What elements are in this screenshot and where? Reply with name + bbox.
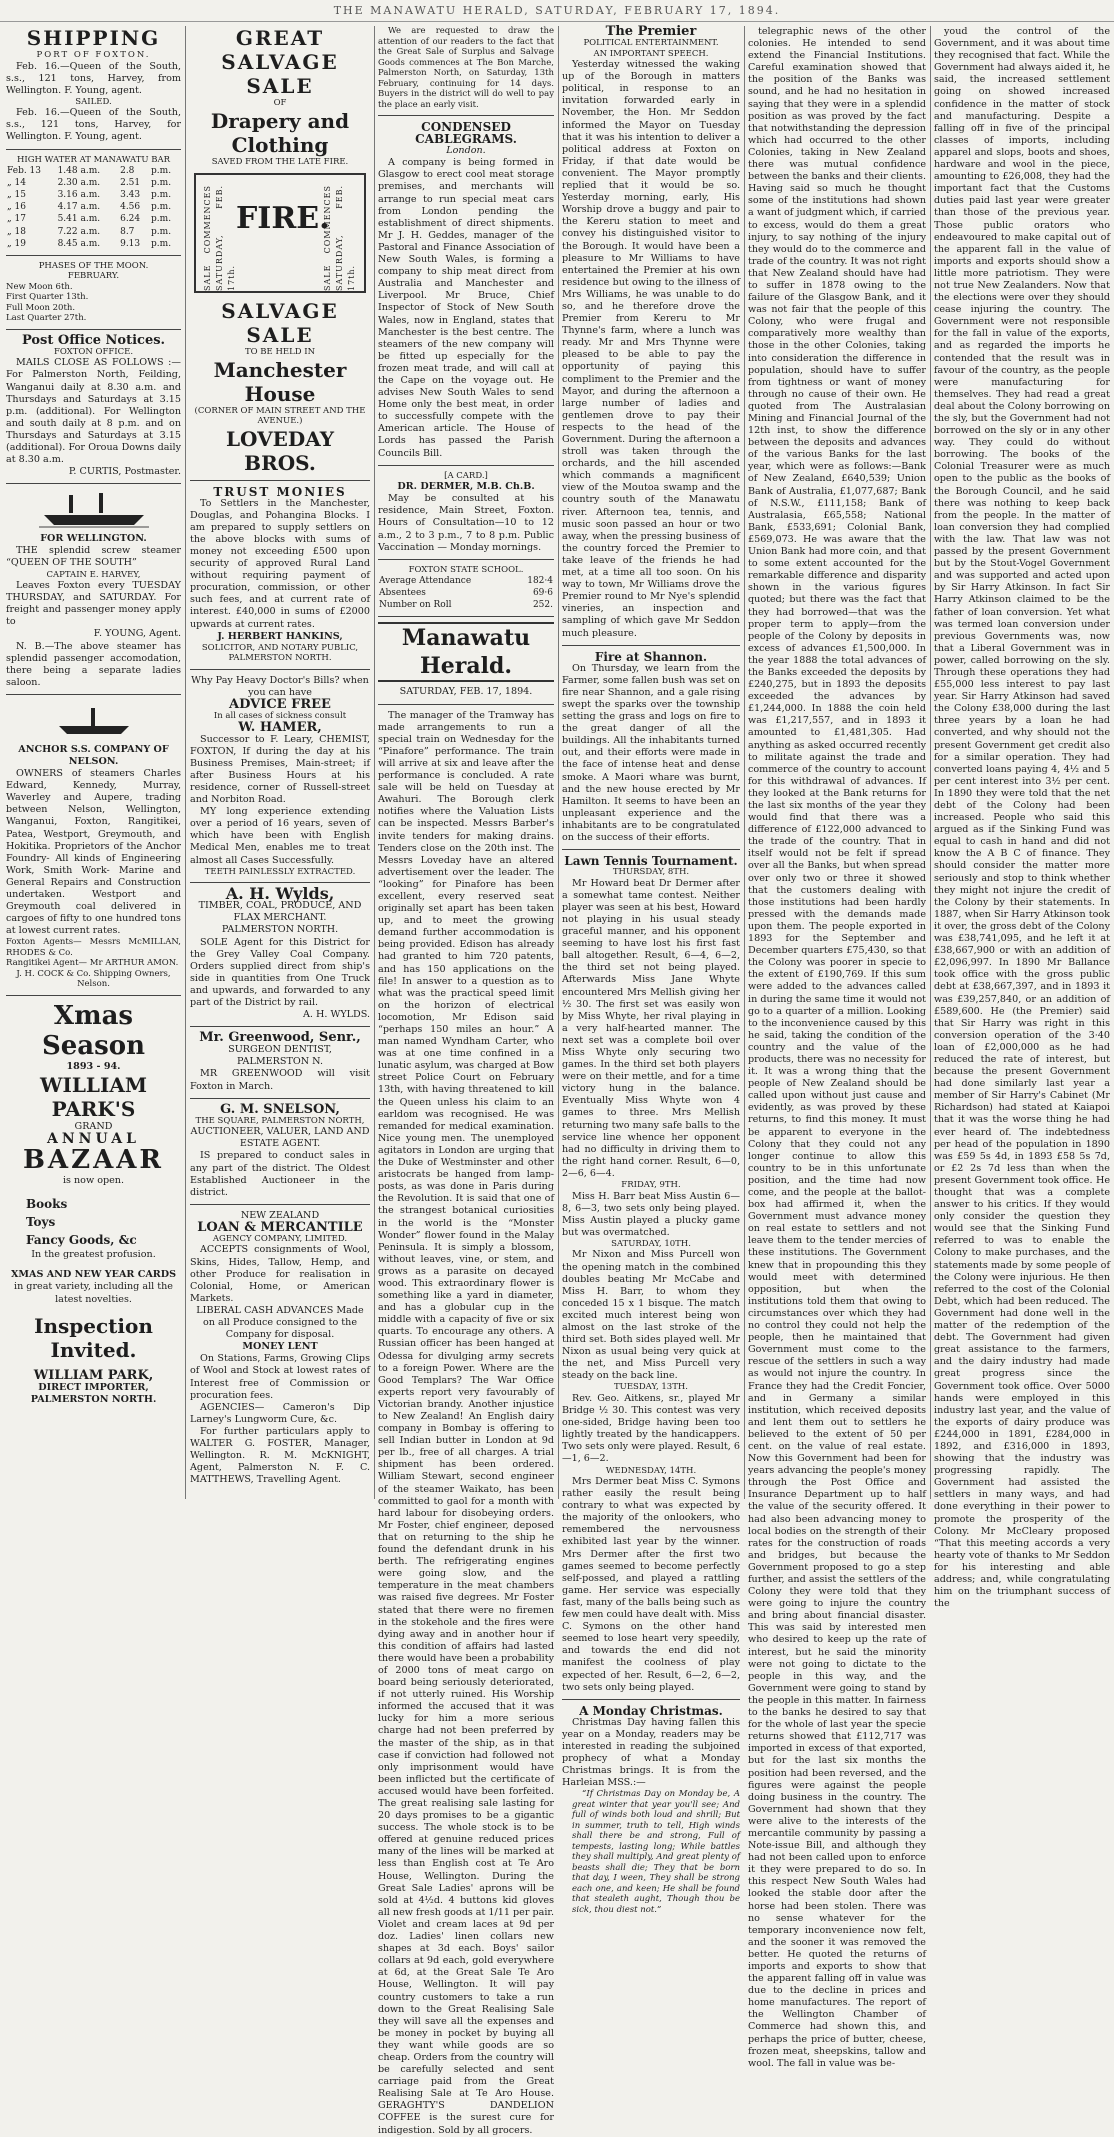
speech-continued: telegraphic news of the other colonies. He intended to send extend the Financial Institutions. Careful examination showed that the position of the Banks was sound, and he had no hesitation in saying that they were in a splendid position as was proved by the fact that notwithstanding the depression which had occurred to the other Colonies, taking in New Zealand there was mutual confidence between the banks and their clients. Having said so much he thought some of the institutions had shown a want of judgment which, if carried to excess, would do them a great injury, to say nothing of the injury they would do to the commerce and trade of the country. It was not right that New Zealand should have had to suffer in 1878 owing to the failure of the Glasgow Bank, and it was not fair that the people of this Colony, who were frugal and comparatively more wealthy than those in the other Colonies, taking into consideration the difference in population, should have to suffer from tightness or want of money through no cause of their own. He quoted from The Australasian Mining and Financial Journal of the 12th inst, to show the difference between the deposits and advances of the various Banks for the last year, which were as follows:—Bank of New Zealand, £640,539; Union Bank of Australia, £1,077,687; Bank of N.S.W., £111,158; Bank of Australasia, £65,558; National Bank, £533,691; Colonial Bank, £569,073. He was aware that the Union Bank had more coin, and that to some extent accounted for the remarkable difference and disparity shown in the various figures quoted; but there was the fact that they had borrowed—that was the proper term to apply—from the people of the Colony by deposits in excess of advances £1,500,000. In the year 1888 the total advances of the Banks exceeded the deposits by £240,275, but in 1893 the deposits exceeded the advances by £1,244,000. In 1888 the coin held was £1,217,557, and in 1893 it amounted to £1,481,305. Had anything as asked occurred recently to militate against the trade and commerce of the country to account for this withdrawal of advances. If they looked at the Bank returns for the last six months of the year they would find that there was a difference of £122,000 advanced to the trade of the country. That in itself would not be felt if spread over all the Banks, but when spread over only two or three it showed that the customers dealing with those institutions had been hardly pressed with the demands made upon them. The people exported in 1893 for the September and December quarters £75,430, so that the Colony was poorer in specie to the extent of £190,769. If this sum were added to the advances called in during the same time it would not go to a quarter of a million. Looking to the inconvenience caused by this he said, taking the condition of the country and the value of the products, there was no necessity for it. It was a wrong thing that the people of New Zealand should be called upon without just cause and evidently, as was proved by these returns, to find this money. It must be apparent to everyone in the Colony that they could not any longer continue to allow this country to be in this unfortunate position, and the time had now come, and the people at the ballot-box had affirmed it, when the Government must advance money on real estate to settlers and not leave them to the tender mercies of these institutions. The Government knew that in propounding this they would meet with determined opposition, but when the institutions told them that owing to circumstances over which they had no control they could not help the people, then he maintained that Government must come to the rescue of the settlers in such a way as would not injure the country. In France they had the Credit Foncier, and in Germany a similar institution, which received deposits and lent them out to settlers he believed to the extent of 50 per cent. on the value of real estate. Now this Government had been for years advancing the people's money through the Post Office and Insurance Department up to half the value of the security offered. It had also been advancing money to local bodies on the strength of their rates for the construction of roads and bridges, but because the Government proposed to go a step further, and assist the settlers of the Colony they were told that they were going to injure the country and bring about financial disaster. This was said by interested men who desired to keep up the rate of interest, but he said the minority were not going to dictate to the people in this way, and the Government were going to stand by the people in this matter. In fairness to the banks he desired to say that for the whole of last year the specie returns showed that £112,717 was imported in excess of that exported, but for the last six months the position had been reversed, and the figures were against the people doing business in the country. The Government had shown that they were alive to the interests of the mercantile community by passing a Note-issue Bill, and although they had not been called upon to enforce it they were prepared to do so. In this respect New South Wales had looked the stable door after the horse had been stolen. There was no sense whatever for the temporary inconvenience now felt, and the sooner it was removed the better. He quoted the returns of imports and exports to show that the apparent falling off in value was due to the decline in prices and home manufactures. The report of the Wellington Chamber of Commerce had shown this, and perhaps the price of butter, cheese, frozen meat, sheepskins, tallow and wool. The fall in value was be- <box>748 26 926 2069</box>
annual-label: ANNUAL <box>47 1131 140 1148</box>
inspection-invited: Inspection Invited. <box>34 1313 153 1362</box>
bazaar-label: BAZAAR <box>22 1145 165 1176</box>
hamer-body: Successor to F. Leary, CHEMIST, FOXTON, If during the day at his Business Premises, Main-street; if after Business Hours at his residence, corner of Russell-street and Norbiton Road. <box>190 733 370 806</box>
season-year: 1893 - 94. <box>66 1060 121 1072</box>
tide-row: „ 18 7.22 a.m. 8.7 p.m. <box>7 226 172 237</box>
column-3 <box>378 26 554 2136</box>
xmas-cards: XMAS AND NEW YEAR CARDS <box>10 1269 177 1281</box>
steamship-icon <box>39 489 149 529</box>
hankins-role: SOLICITOR, AND NOTARY PUBLIC, PALMERSTON NORTH. <box>201 642 359 664</box>
sailed-label: SAILED. <box>75 96 112 107</box>
column-rule <box>374 26 375 1499</box>
fire-shannon-body: On Thursday, we learn from the Farmer, some fallen bush was set on fire near Shannon, and a gale rising swept the sparks over the township setting the grass and logs on fire to the great danger of all the buildings. All the inhabitants turned out, and their efforts were made in the face of intense heat and dense smoke. A Maori whare was burnt, and the new house erected by Mr Hamilton. It seems to have been an unpleasant experience and the inhabitants are to be congratulated on the success of their efforts. <box>562 662 740 843</box>
long-experience: MY long experience extending over a period of 16 years, seven of which have been with English Medical Men, enables me to treat almost all Cases Successfully. <box>190 806 370 866</box>
tide-row: „ 17 5.41 a.m. 6.24 p.m. <box>7 214 172 225</box>
trust-body: To Settlers in the Manchester, Douglas, and Pohangina Blocks. I am prepared to supply settlers on the above blocks with sums of money not exceeding £500 upon security of approved Rural Land without requiring payment of procuration, commission, or other such fees, and at current rate of interest. £40,000 in sums of £2000 upwards at current rates. <box>190 497 370 630</box>
london-dateline: London. <box>446 145 486 157</box>
wp-place: PALMERSTON NORTH. <box>30 1393 157 1405</box>
bazaar-item: Toys <box>26 1215 56 1230</box>
moon-phase: New Moon 6th. <box>6 281 73 292</box>
speech-continued-2: youd the control of the Government, and it was about time they recognised that fact. While the Government had always aided it, he said, the increased settlement going on showed increased confidence in the matter of stock and manufacturing. Despite a falling off in five of the principal classes of imports, including apparel and slops, boots and shoes, hardware and wool in the piece, amounting to £26,008, they had the important fact that the Customs duties paid last year were greater than those of the previous year. Those public orators who endeavoured to make capital out of the apparent fall in the value of imports and exports should show a little more patriotism. They were not true New Zealanders. Now that the elections were over they should cease injuring the country. The Government were not responsible for the fall in value of the exports, and as regarded the imports he contended that the result was in favour of the country, as the people were manufacturing for themselves. They had read a great deal about the Colony borrowing on the sly, but the Government had not borrowed on the sly or in any other way. They could do without borrowing. The books of the Colonial Treasurer were as much open to the public as the books of the Borough Council, and he said there was nothing to keep back from the people. In the matter of loan conversion they had complied with the law. That law was not passed by the present Government but by the Stout-Vogel Government and was supported and acted upon by Sir Harry Atkinson. In fact Sir Harry Atkinson claimed to be the father of loan conversion. Yet what was termed loan conversion under previous Governments was, now that a Liberal Government was in power, called borrowing on the sly. Through these operations they had £55,000 less interest to pay last year. Sir Harry Atkinson had saved the Colony £38,000 during the last three years by a loan he had converted, and why should not the present Government get credit also for a similar operation. They had converted loans paying 4, 4½ and 5 per cent interest into 3½ per cent. In 1890 they were told that the net debt of the Colony had been increased. People who said this argued as if the Sinking Fund was equal to cash in hand and did not know the A B C of finance. They should consider the matter more seriously and stop to think whether they might not injure the credit of the Colony by their statements. In 1887, when Sir Harry Atkinson took it over, the gross debt of the Colony was £38,741,095, and he left it at £38,667,900 or with an addition of £2,096,997. In 1890 Mr Ballance took office with the gross public debt at £38,667,397, and in 1893 it was £39,257,840, or an addition of £589,600. He (the Premier) said that Sir Harry was right in this conversion operation of the 3·40 loan of £2,000,000 as he had reduced the rate of interest, but because the present Government had done similarly last year a member of Sir Harry's Cabinet (Mr Richardson) had stated at Kaiapoi that it was the worse thing he had ever heard of. The indebtedness per head of the population in 1890 was £59 5s 4d, in 1893 £58 5s 7d, or £2 2s 7d less than when the present Government took office. He thought that was a complete answer to his critics. If they would only consider the question they would see that the Sinking Fund referred to was to enable the Colony to make purchases, and the statements made by some people of the Colony were injurious. He then referred to the cost of the Colonial Debt, which had been reduced. The Government had done well in the matter of the redemption of the debt. The Government had given great assistance to the farmers, and the dairy industry had made great progress since the Government took office. Over 5000 hands were employed in this industry last year, and the value of the exports of dairy produce was £244,000 in 1891, £284,000 in 1892, and £316,000 in 1893, showing that the industry was progressing rapidly. The Government had assisted the settlers in many ways, and had done everything in their power to promote the prosperity of the Colony. Mr McCleary proposed “That this meeting accords a very hearty vote of thanks to Mr Seddon for his interesting and able address; and, while congratulating him on the triumphant success of the <box>934 26 1110 1610</box>
snelson: G. M. SNELSON, <box>220 1101 340 1117</box>
salvage-sale: SALVAGE SALE <box>221 299 339 347</box>
sailed-notice: Feb. 16.—Queen of the South, s.s., 121 tons, Harvey, for Wellington. F. Young, agent. <box>6 107 181 143</box>
herald-masthead: Manawatu Herald. <box>378 622 554 682</box>
tennis-heading: Lawn Tennis Tournament. <box>564 854 738 869</box>
arrived-notice: Feb. 16.—Queen of the South, s.s., 121 tons, Harvey, from Wellington. F. Young, agent. <box>6 60 181 96</box>
tide-row: Feb. 13 1.48 a.m. 2.8 p.m. <box>7 166 172 177</box>
cablegrams-body: A company is being formed in Glasgow to erect cool meat storage premises, and merchants will arrange to run special meat cars from London pending the establishment of direct shipments. Mr J. H. Geddes, manager of the Pastoral and Finance Association of New South Wales, is forming a company to ship meat direct from Australia and Manchester and Liverpool. Mr Bruce, Chief Inspector of Stock of New South Wales, now in England, states that Manchester is the best centre. The steamers of the new company will be fitted up especially for the frozen meat trade, and will call at the Cape on the voyage out. He advises New South Wales to send Home only the best meat, in order to successfully compete with the American article. The House of Lords has passed the Parish Councils Bill. <box>378 157 554 459</box>
column-5 <box>748 26 926 2069</box>
tuesday-label: TUESDAY, 13TH. <box>614 1382 688 1393</box>
anchor-ship-icon <box>39 700 149 740</box>
thursday-label: THURSDAY, 8TH. <box>612 867 690 878</box>
column-2 <box>190 26 370 1499</box>
school-row: Average Attendance 182·4 <box>379 576 553 587</box>
sale-notice: We are requested to draw the attention of our readers to the fact that the Great Sale of Surplus and Salvage Goods commences at The Bon Marche, Palmerston North, on Saturday, 13th February, continuing for 14 days. Buyers in the district will do well to pay the place an early visit. <box>378 26 554 110</box>
for-wellington: FOR WELLINGTON. <box>40 533 147 545</box>
sale-commences-right: SALE COMMENCES SATURDAY, FEB. 17th. <box>322 185 356 291</box>
shipping-heading: SHIPPING <box>26 26 161 50</box>
advice-sub: In all cases of sickness consult <box>213 711 347 721</box>
profusion: In the greatest profusion. <box>31 1249 156 1261</box>
agencies: AGENCIES— Cameron's Dip Larney's Lungworm Cure, &c. <box>190 1401 370 1425</box>
premier-body: Yesterday witnessed the waking up of the Borough in matters political, in response to an invitation forwarded early in November, the Hon. Mr Seddon informed the Mayor on Tuesday that it was his intention to deliver a political address at Foxton on Friday, if that date would be convenient. The Mayor promptly replied that it would be so. Yesterday morning, early, His Worship drove a buggy and pair to the Kereru station to meet and convey his distinguished visitor to the Borough. It would have been a pleasure to Mr Williams to have entertained the Premier at his own residence but owing to the illness of Mrs Williams, he was unable to do so, and he therefore drove the Premier from Kereru to Mr Thynne's farm, where a lunch was ready. Mr and Mrs Thynne were pleased to be able to pay the opportunity of paying this compliment to the Premier and the Mayor, and during the afternoon a large number of ladies and gentlemen drove to pay their respects to the head of the Government. During the afternoon a stroll was taken through the orchards, and the hill ascended which commands a magnificent view of the Moutoa swamp and the country south of the Manawatu river. Afternoon tea, tennis, and music soon passed an hour or two away, when the pressing business of the country forced the Premier to take leave of the friends he had met, at a time all too soon. On his way to town, Mr Williams drove the Premier round to Mr Nye's splendid vineries, an inspection and sampling of which gave Mr Seddon much pleasure. <box>562 59 740 639</box>
greenwood: Mr. Greenwood, Senr., <box>199 1030 361 1046</box>
captain: CAPTAIN E. HARVEY, <box>46 569 141 580</box>
steamer-name: THE splendid screw steamer “QUEEN OF THE SOUTH” <box>6 545 181 569</box>
greenwood-place: PALMERSTON N. <box>236 1056 324 1068</box>
rangitikei-agent: Rangitikei Agent— Mr ARTHUR AMON. <box>6 958 179 969</box>
column-1 <box>6 26 181 1499</box>
tuesday-body: Rev. Geo. Aitkens, sr., played Mr Bridge ½ 30. This contest was very one-sided, Bridge having been too lightly treated by the handicappers. Two sets only were played. Result, 6—1, 6—2. <box>562 1392 740 1465</box>
post-office-sub: FOXTON OFFICE. <box>53 346 134 357</box>
port-heading: PORT OF FOXTON. <box>36 50 151 60</box>
teeth-extracted: TEETH PAINLESSLY EXTRACTED. <box>204 866 356 877</box>
premier-heading: The Premier <box>605 24 697 39</box>
fire-shannon-heading: Fire at Shannon. <box>594 649 708 664</box>
column-6 <box>934 26 1110 1610</box>
loveday-bros: LOVEDAY BROS. <box>225 426 335 475</box>
school-row: Absentees 69·6 <box>379 588 553 599</box>
money-body: On Stations, Farms, Growing Clips of Wool and Stock at lowest rates of Interest free of Commission or procuration fees. <box>190 1353 370 1401</box>
hankins: J. HERBERT HANKINS, <box>217 630 343 642</box>
fire-label: FIRE. <box>236 201 330 236</box>
snelson-address: THE SQUARE, PALMERSTON NORTH, <box>195 1115 365 1126</box>
monday-christmas-body: Christmas Day having fallen this year on a Monday, readers may be interested in reading the subjoined prophecy of what a Monday Christmas brings. It is from the Harleian MSS.:— <box>562 1716 740 1789</box>
tide-row: „ 14 2.30 a.m. 2.51 p.m. <box>7 178 172 189</box>
school-heading: FOXTON STATE SCHOOL. <box>408 564 524 575</box>
snelson-body: IS prepared to conduct sales in any part of the district. The Oldest Established Auctioneer in the district. <box>190 1150 370 1198</box>
tide-row: „ 19 8.45 a.m. 9.13 p.m. <box>7 238 172 249</box>
sale-commences-left: SALE COMMENCES SATURDAY, FEB. 17th. <box>203 185 237 291</box>
tide-row: „ 16 4.17 a.m. 4.56 p.m. <box>7 202 172 213</box>
doctor-title: Why Pay Heavy Doctor's Bills? when you can have <box>191 674 369 698</box>
monday-christmas-heading: A Monday Christmas. <box>579 1703 723 1718</box>
anchor-company-body: OWNERS of steamers Charles Edward, Kennedy, Murray, Waverley and Aupere, trading between Nelson, Wellington, Wanganui, Foxton, Rangitikei, Patea, Westport, Greymouth, and Hokitika. Proprietors of the Anchor Foundry- All kinds of Engineering Work, Smith Work- Marine and General Repairs and Construction undertaken. Westport and Greymouth coal delivered in cargoes of fifty to one hundred tons at lowest current rates. <box>6 768 181 937</box>
wednesday-label: WEDNESDAY, 14TH. <box>605 1465 697 1476</box>
drapery-title: Drapery and Clothing <box>210 108 350 157</box>
of-label: OF <box>273 98 287 108</box>
wp-role: DIRECT IMPORTER, <box>38 1381 149 1393</box>
premier-sub: POLITICAL ENTERTAINMENT. <box>583 38 719 49</box>
bazaar-item: Books <box>26 1197 68 1212</box>
friday-label: FRIDAY, 9TH. <box>621 1180 681 1191</box>
advice-free: ADVICE FREE <box>229 696 331 712</box>
hamer: W. HAMER, <box>238 719 322 735</box>
important-speech: AN IMPORTANT SPEECH. <box>593 48 709 59</box>
cock-shipping: J. H. COCK & Co. Shipping Owners, Nelson. <box>16 968 171 990</box>
wp-name: WILLIAM PARK, <box>33 1367 154 1383</box>
column-4 <box>562 24 740 1915</box>
cablegrams-heading: CONDENSED CABLEGRAMS. <box>415 120 517 147</box>
fire-box <box>194 173 366 293</box>
column-rule <box>930 26 931 1499</box>
corner-address: (CORNER OF MAIN STREET AND THE AVENUE.) <box>194 405 366 426</box>
wylds-body: SOLE Agent for this District for the Grey Valley Coal Company. Orders supplied direct from ship's side in quantities from One Truck and upwards, and forwarded to any part of the District by rail. <box>190 936 370 1008</box>
column-rule <box>558 26 559 1499</box>
card-label: [A CARD.] <box>444 470 488 481</box>
loan-mercantile: LOAN & MERCANTILE <box>197 1219 363 1235</box>
agency-company: AGENCY COMPANY, LIMITED. <box>212 1233 348 1244</box>
moon-month: FEBRUARY. <box>67 271 120 282</box>
moon-phase: Full Moon 20th. <box>6 302 76 313</box>
loan-body: ACCEPTS consignments of Wool, Skins, Hides, Tallow, Hemp, and other Produce for realisation in Colonial, Home, or American Markets. <box>190 1244 370 1304</box>
snelson-role: AUCTIONEER, VALUER, LAND AND ESTATE AGENT. <box>190 1126 370 1150</box>
palmerston-north: PALMERSTON NORTH. <box>221 924 339 936</box>
christmas-poem: “If Christmas Day on Monday be, A great winter that year you'll see; And full of winds both loud and shrill; But in summer, truth to tell, High winds shall there be and strong, Full of tempests, lasting long; While battles they shall multiply, And great plenty of beasts shall die; They that be born that day, I ween, They shall be strong each one, and keen; He shall be found that stealeth aught, Though thou be sick, thou diest not.” <box>572 1789 740 1915</box>
school-table <box>378 575 554 611</box>
anchor-company-heading: ANCHOR S.S. COMPANY OF NELSON. <box>18 743 169 767</box>
dermer-body: May be consulted at his residence, Main Street, Foxton. Hours of Consultation—10 to 12 a.m., 2 to 3 p.m., 7 to 8 p.m. Public Vaccination — Monday mornings. <box>378 493 554 553</box>
manchester-house: Manchester House <box>213 357 347 406</box>
sailing-times: Leaves Foxton every TUESDAY THURSDAY, and SATURDAY. For freight and passenger money apply to <box>6 580 181 628</box>
herald-body: The manager of the Tramway has made arrangements to run a special train on Wednesday for the “Pinafore” performance. The train will arrive at six and leave after the performance is concluded. A rate sale will be held on Tuesday at Awahuri. The Borough clerk notifies where the Valuation Lists can be inspected. Messrs Barber's invite tenders for making drains. Tenders close on the 20th inst. The Messrs Loveday have an altered advertisement over the leader. The “looking” for Pinafore has been excellent, every reserved seat originally set apart has been taken up, and to meet the growing demand further accommodation is being provided. Edison has already had granted to him 720 patents, and has 150 applications on the file! In answer to a question as to what was the practical speed limit on the horizon of electrical locomotion, Mr Edison said “perhaps 150 miles an hour.” A man named Wyndham Carter, who was at one time confined in a lunatic asylum, was charged at Bow street Police Court on February 13th, with having threatened to kill the Queen unless his claim to an earldom was recognised. He was remanded for medical examination. Nice young men. The unemployed agitators in London are urging that the Duke of Westminster and other aristocrats be hanged from lamp-posts, as was done in Paris during the Revolution. It is said that one of the strangest botanical curiosities in the world is the “Monster Wonder” flower found in the Malay Peninsula. It is simply a blossom, without leaves, vine, or stem, and grows as a parasite on decayed wood. This extraordinary flower is something like a yard in diameter, and has a globular cup in the middle with a capacity of five or six quarts. To encourage any others. A Russian officer has been hanged at Odessa for divulging army secrets to a foreign Power. Where are the Good Templars? The War Office experts report very favourably of Victorian brandy. Another injustice to New Zealand! An English dairy company in Bombay is offering to sell Indian butter in London at 9d per lb., free of all charges. A trial shipment has been ordered. William Stewart, second engineer of the steamer Waikato, has been committed to gaol for a month with hard labour for disobeying orders. Mr Foster, chief engineer, deposed that on returning to the ship he found the defendant drunk in his berth. The refrigerating engines were going slow, and the temperature in the meat chambers was raised five degrees. Mr Foster stated that there were no firemen in the stokehole and the fires were dying away and in another hour if this condition of affairs had lasted there would have been a probability of 2000 tons of meat cargo on board being seriously deteriorated, if not utterly ruined. His Worship informed the accused that it was lucky for him a more serious charge had not been preferred by the master of the ship, as in that case if conviction had followed not only imprisonment would have been inflicted but the certificate of accused would have been forfeited. The great realising sale lasting for 20 days promises to be a gigantic success. The whole stock is to be offered at genuine reduced prices many of the lines will be marked at less than English cost at Te Aro House, Wellington. During the Great Sale Ladies' aprons will be sold at 4½d. 4 buttons kid gloves all new fresh goods at 1/11 per pair. Violet and cream laces at 9d per doz. Ladies' linen collars new shapes at 3d each. Boys' sailor collars at 9d each, gold everywhere at 6d, at the Great Sale Te Aro House, Wellington. It will pay country customers to take a run down to the Great Realising Sale they will save all the expenses and be money in pocket by buying all they want while goods are so cheap. Orders from the country will be carefully selected and sent carriage paid from the Great Realising Sale at Te Aro House. GERAGHTY'S DANDELION COFFEE is the surest cure for indigestion. Sold by all grocers. <box>378 709 554 2136</box>
masthead: THE MANAWATU HERALD, SATURDAY, FEBRUARY 17, 1894. <box>0 0 1114 22</box>
tide-table <box>6 165 181 250</box>
school-row: Number on Roll 252. <box>379 600 553 611</box>
nz-label: NEW ZEALAND <box>240 1209 320 1221</box>
anchor-agents: Foxton Agents— Messrs McMILLAN, RHODES & Co. <box>6 937 181 958</box>
variety: in great variety, including all the latest novelties. <box>14 1281 173 1305</box>
trust-monies: TRUST MONIES <box>213 484 347 499</box>
saturday-label: SATURDAY, 10TH. <box>611 1238 691 1249</box>
wylds-sign: A. H. WYLDS. <box>302 1009 370 1021</box>
surgeon-dentist: SURGEON DENTIST, <box>228 1044 332 1056</box>
saturday-body: Mr Nixon and Miss Purcell won the opening match in the combined doubles beating Mr McCabe and Miss H. Barr, to whom they conceded 15 x 1 bisque. The match excited much interest being won almost on the last stroke of the third set. Both sides played well. Mr Nixon as usual being very quick at the net, and Miss Purcell very steady on the back line. <box>562 1249 740 1382</box>
friday-body: Miss H. Barr beat Miss Austin 6—8, 6—3, two sets only being played. Miss Austin played a plucky game but was overmatched. <box>562 1190 740 1238</box>
moon-phases <box>6 282 181 324</box>
moon-heading: PHASES OF THE MOON. <box>38 260 149 271</box>
to-be-held: TO BE HELD IN <box>244 347 316 357</box>
post-office-sign: P. CURTIS, Postmaster. <box>68 466 181 478</box>
post-office-heading: Post Office Notices. <box>21 332 166 348</box>
tennis-body: Mr Howard beat Dr Dermer after a somewhat tame contest. Neither player was seen at his best, Howard not playing in his usual steady graceful manner, and his opponent seeming to have lost his first fast ball altogether. Result, 6—4, 6—2, the third set not being played. Afterwards Miss Jane Whyte encountered Mrs Mellish giving her ½ 30. The first set was easily won by Miss Whyte, her rival playing in a very half-hearted manner. The next set was a complete boil over Miss Whyte only securing two games. In the third set both players were on their mettle, and for a time victory hung in the balance. Eventually Miss Whyte won 4 games to three. Mrs Mellish returning two many safe balls to the service line whence her opponent had no difficulty in driving them to the right hand corner. Result, 6—0, 2—6, 6—4. <box>562 877 740 1179</box>
moon-phase: First Quarter 13th. <box>6 292 89 303</box>
now-open: is now open. <box>62 1175 125 1187</box>
column-rule <box>185 26 186 1499</box>
tide-row: „ 15 3.16 a.m. 3.43 p.m. <box>7 190 172 201</box>
herald-date: SATURDAY, FEB. 17, 1894. <box>399 686 533 698</box>
bazaar-items <box>6 1195 181 1249</box>
liberal-advances: LIBERAL CASH ADVANCES Made on all Produce consigned to the Company for disposal. <box>196 1304 364 1341</box>
agent-sign: F. YOUNG, Agent. <box>93 628 181 640</box>
high-water-heading: HIGH WATER AT MANAWATU BAR <box>16 154 171 165</box>
bazaar-item: Fancy Goods, &c <box>26 1233 137 1248</box>
wylds-title: A. H. Wylds, <box>225 884 335 904</box>
money-lent: MONEY LENT <box>242 1341 318 1353</box>
xmas-season: Xmas Season <box>41 1000 146 1061</box>
grand-label: GRAND <box>74 1120 113 1132</box>
greenwood-body: MR GREENWOOD will visit Foxton in March. <box>190 1068 370 1092</box>
nb-notice: N. B.—The above steamer has splendid passenger accomodation, there being a separate ladies saloon. <box>6 640 181 688</box>
saved-from-fire: SAVED FROM THE LATE FIRE. <box>211 156 349 167</box>
wednesday-body: Mrs Dermer beat Miss C. Symons rather easily the result being contrary to what was expected by the majority of the onlookers, who remembered the nervousness exhibited last year by the winner. Mrs Dermer after the first two games seemed to become perfectly self-possed, and played a rattling game. Her service was especially fast, many of the balls being such as few men could have dealt with. Miss C. Symons on the other hand seemed to lose heart very speedily, and towards the end did not manifest the coolness of play expected of her. Result, 6—2, 6—2, two sets only being played. <box>562 1476 740 1693</box>
column-rule <box>744 26 745 1499</box>
wylds-trade: TIMBER, COAL, PRODUCE, AND FLAX MERCHANT. <box>198 900 362 924</box>
dermer-title: DR. DERMER, M.B. Ch.B. <box>397 481 535 493</box>
salvage-sale-title: GREAT SALVAGE SALE <box>221 26 339 98</box>
particulars: For further particulars apply to WALTER G. FOSTER, Manager, Wellington. R. M. McKNIGHT, Agent, Palmerston N. F. C. MATTHEWS, Travelling Agent. <box>190 1425 370 1486</box>
post-office-body: MAILS CLOSE AS FOLLOWS :— For Palmerston North, Feilding, Wanganui daily at 8.30 a.m. and Thursdays and Saturdays at 3.15 p.m. (additional). For Wellington and south daily at 8 p.m. and on Thursdays and Saturdays at 3.15 (additional). For Oroua Downs daily at 8.30 a.m. <box>6 357 181 466</box>
william-park: WILLIAM PARK'S <box>40 1072 147 1121</box>
moon-phase: Last Quarter 27th. <box>6 313 87 324</box>
